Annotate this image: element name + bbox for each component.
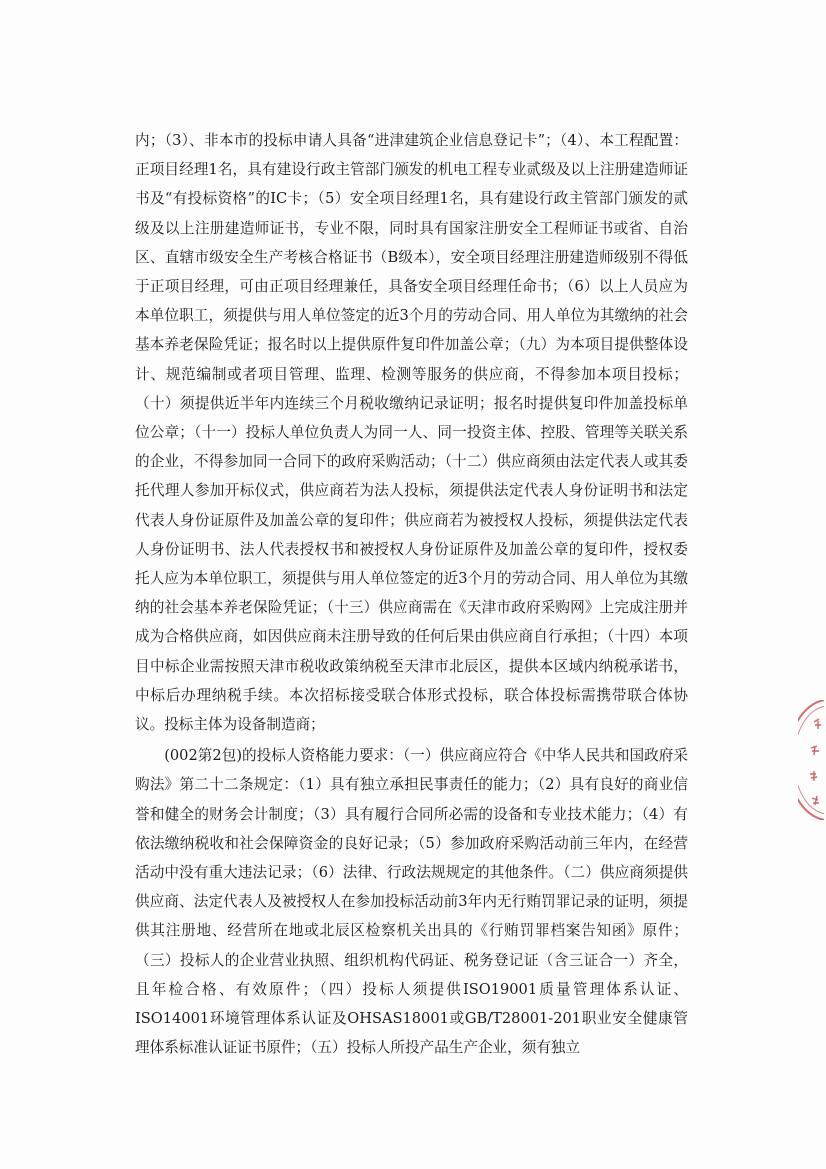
paragraph-qualification-continued: 内；（3）、非本市的投标申请人具备“进津建筑企业信息登记卡”；（4）、本工程配置：正项目经理1名，具有建设行政主管部门颁发的机电工程专业贰级及以上注册建造师证书及“有投标资格”的IC卡；（5）安全项目经理1名，具有建设行政主管部门颁发的贰级及以上注册建造师证书，专业不限，同时具有国家注册安全工程师证书或省、自治区、直辖市级安全生产考核合格证书（B级本），安全项目经理注册建造师级别不得低于正项目经理，可由正项目经理兼任，具备安全项目经理任命书；（6）以上人员应为本单位职工，须提供与用人单位签定的近3个月的劳动合同、用人单位为其缴纳的社会基本养老保险凭证；报名时以上提供原件复印件加盖公章；（九）为本项目提供整体设计、规范编制或者项目管理、监理、检测等服务的供应商，不得参加本项目投标；（十）须提供近半年内连续三个月税收缴纳记录证明；报名时提供复印件加盖投标单位公章；（十一）投标人单位负责人为同一人、同一投资主体、控股、管理等关联关系的企业，不得参加同一合同下的政府采购活动；（十二）供应商须由法定代表人或其委托代理人参加开标仪式，供应商若为法人投标，须提供法定代表人身份证明书和法定代表人身份证原件及加盖公章的复印件；供应商若为被授权人投标，须提供法定代表人身份证明书、法人代表授权书和被授权人身份证原件及加盖公章的复印件，授权委托人应为本单位职工，须提供与用人单位签定的近3个月的劳动合同、用人单位为其缴纳的社会基本养老保险凭证；（十三）供应商需在《天津市政府采购网》上完成注册并成为合格供应商，如因供应商未注册导致的任何后果由供应商自行承担；（十四）本项目中标企业需按照天津市税收政策纳税至天津市北辰区，提供本区域内纳税承诺书，中标后办理纳税手续。本次招标接受联合体形式投标，联合体投标需携带联合体协议。投标主体为设备制造商； [135,132,688,734]
seal-stamp-fragment [798,700,824,820]
paragraph-package-2-requirements: (002第2包)的投标人资格能力要求：（一）供应商应符合《中华人民共和国政府采购法》第二十二条规定：（1）具有独立承担民事责任的能力；（2）具有良好的商业信誉和健全的财务会计制度；（3）具有履行合同所必需的设备和专业技术能力；（4）有依法缴纳税收和社会保障资金的良好记录；（5）参加政府采购活动前三年内，在经营活动中没有重大违法记录；（6）法律、行政法规规定的其他条件。（二）供应商须提供供应商、法定代表人及被授权人在参加投标活动前3年内无行贿罚罪记录的证明，须提供其注册地、经营所在地或北辰区检察机关出具的《行贿罚罪档案告知函》原件；（三）投标人的企业营业执照、组织机构代码证、税务登记证（含三证合一）齐全，且年检合格、有效原件；（四）投标人须提供ISO19001质量管理体系认证、ISO14001环境管理体系认证及OHSAS18001或GB/T28001-201职业安全健康管理体系标准认证证书原件；（五）投标人所投产品生产企业，须有独立 [135,747,688,1057]
document-body [135,126,688,1063]
seal-stamp-graphic [798,700,824,820]
